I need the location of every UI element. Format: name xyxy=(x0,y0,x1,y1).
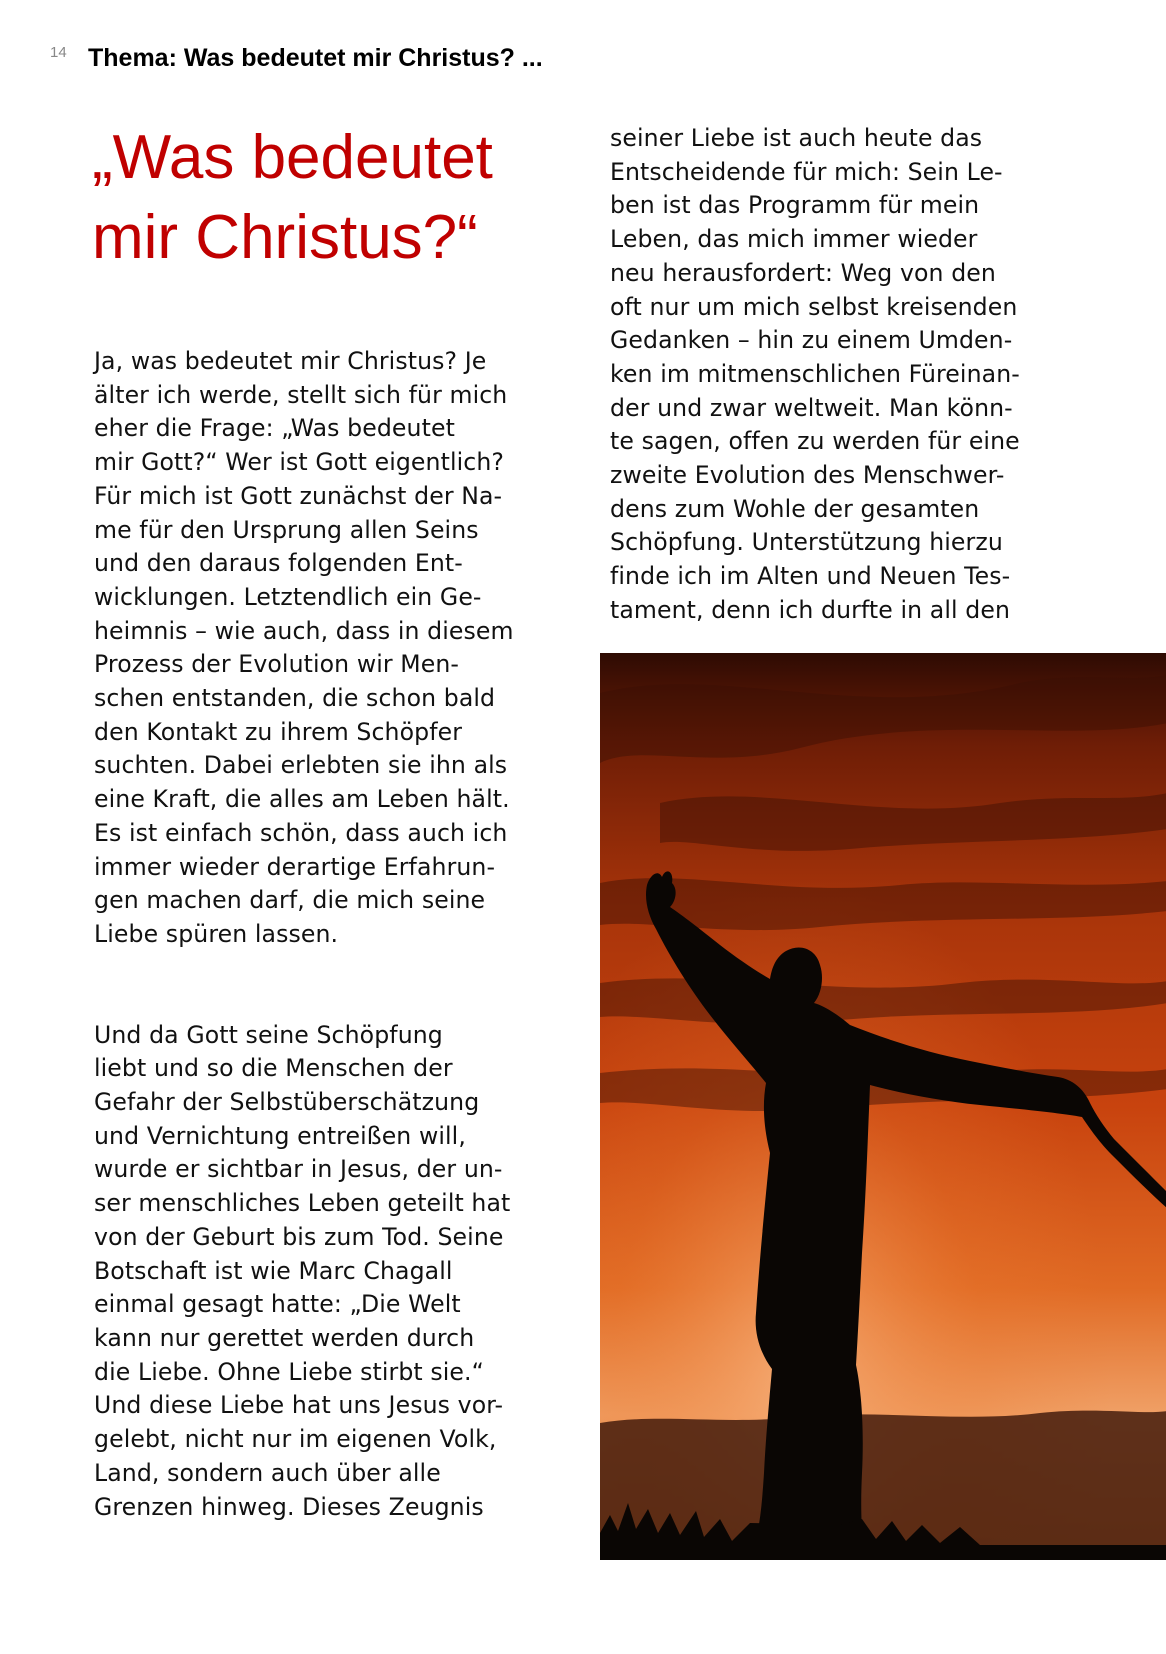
text-line: tament, denn ich durfte in all den xyxy=(610,595,1011,624)
text-line: und den daraus folgenden Ent- xyxy=(94,549,463,578)
paragraph-2 xyxy=(94,1019,566,1525)
running-header: Thema: Was bedeutet mir Christus? ... xyxy=(88,44,543,72)
text-line: eher die Frage: „Was bedeutet xyxy=(94,414,455,443)
text-line: einmal gesagt hatte: „Die Welt xyxy=(94,1290,461,1319)
text-line: gen machen darf, die mich seine xyxy=(94,886,486,915)
paragraph-3 xyxy=(610,122,1080,628)
left-text-column xyxy=(94,345,566,1524)
page-number: 14 xyxy=(50,44,67,61)
text-line: suchten. Dabei erlebten sie ihn als xyxy=(94,751,508,780)
text-line: seiner Liebe ist auch heute das xyxy=(610,124,983,152)
text-line: Es ist einfach schön, dass auch ich xyxy=(94,818,508,847)
text-line: mir Gott?“ Wer ist Gott eigentlich? xyxy=(94,448,505,477)
text-line: te sagen, offen zu werden für eine xyxy=(610,427,1020,456)
text-line: die Liebe. Ohne Liebe stirbt sie.“ xyxy=(94,1357,484,1386)
text-line: Und diese Liebe hat uns Jesus vor- xyxy=(94,1391,504,1420)
right-text-column xyxy=(610,122,1080,628)
text-line: finde ich im Alten und Neuen Tes- xyxy=(610,562,1011,591)
text-line: Schöpfung. Unterstützung hierzu xyxy=(610,528,1003,557)
text-line: zweite Evolution des Menschwer- xyxy=(610,461,1005,490)
text-line: neu herausfordert: Weg von den xyxy=(610,258,996,287)
text-line: immer wieder derartige Erfahrun- xyxy=(94,852,496,881)
text-line: Leben, das mich immer wieder xyxy=(610,225,978,254)
text-line: oft nur um mich selbst kreisenden xyxy=(610,292,1018,321)
text-line: Liebe spüren lassen. xyxy=(94,919,339,948)
text-line: von der Geburt bis zum Tod. Seine xyxy=(94,1222,504,1251)
text-line: Entscheidende für mich: Sein Le- xyxy=(610,157,1003,186)
text-line: ben ist das Programm für mein xyxy=(610,191,980,220)
text-line: me für den Ursprung allen Seins xyxy=(94,515,479,544)
paragraph-1 xyxy=(94,345,566,952)
text-line: gelebt, nicht nur im eigenen Volk, xyxy=(94,1425,497,1454)
text-line: schen entstanden, die schon bald xyxy=(94,684,496,713)
text-line: ser menschliches Leben geteilt hat xyxy=(94,1189,511,1218)
text-line: liebt und so die Menschen der xyxy=(94,1054,453,1083)
text-line: eine Kraft, die alles am Leben hält. xyxy=(94,785,510,814)
text-line: Land, sondern auch über alle xyxy=(94,1458,441,1487)
text-line: Prozess der Evolution wir Men- xyxy=(94,650,460,679)
text-line: wurde er sichtbar in Jesus, der un- xyxy=(94,1155,503,1184)
text-line: der und zwar weltweit. Man könn- xyxy=(610,393,1013,422)
text-line: wicklungen. Letztendlich ein Ge- xyxy=(94,582,482,611)
sunset-silhouette-photo xyxy=(600,653,1166,1560)
text-line: und Vernichtung entreißen will, xyxy=(94,1121,466,1150)
text-line: dens zum Wohle der gesamten xyxy=(610,494,980,523)
text-line: Und da Gott seine Schöpfung xyxy=(94,1020,443,1049)
text-line: Für mich ist Gott zunächst der Na- xyxy=(94,481,503,510)
article-title-line: mir Christus?“ xyxy=(92,203,478,272)
text-line: Grenzen hinweg. Dieses Zeugnis xyxy=(94,1492,484,1521)
text-line: älter ich werde, stellt sich für mich xyxy=(94,380,508,409)
text-line: Gefahr der Selbstüberschätzung xyxy=(94,1088,480,1117)
text-line: Ja, was bedeutet mir Christus? Je xyxy=(94,347,487,375)
text-line: ken im mitmenschlichen Füreinan- xyxy=(610,359,1020,388)
text-line: kann nur gerettet werden durch xyxy=(94,1323,475,1352)
text-line: Gedanken – hin zu einem Umden- xyxy=(610,326,1013,355)
article-title-line: „Was bedeutet xyxy=(92,123,493,192)
text-line: den Kontakt zu ihrem Schöpfer xyxy=(94,717,463,746)
article-title xyxy=(92,118,562,278)
text-line: heimnis – wie auch, dass in diesem xyxy=(94,616,514,645)
text-line: Botschaft ist wie Marc Chagall xyxy=(94,1256,453,1285)
